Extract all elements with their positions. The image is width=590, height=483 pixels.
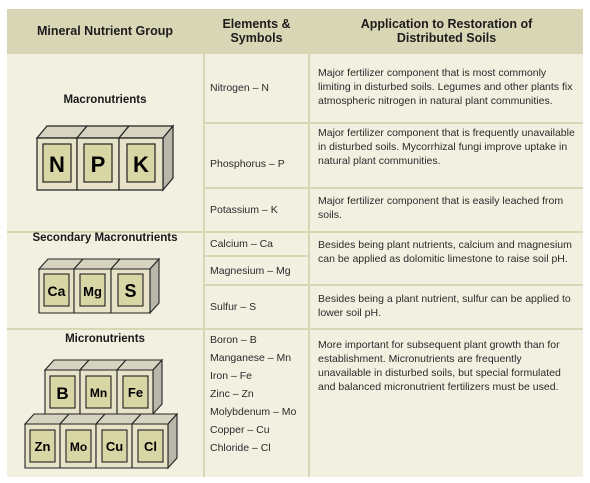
element-nitrogen-text: Nitrogen – N: [210, 82, 269, 94]
block-zn-label: Zn: [34, 439, 51, 454]
element-magnesium-text: Magnesium – Mg: [210, 264, 291, 277]
npk-blocks: [33, 122, 183, 194]
application-micro: [310, 330, 583, 477]
application-calmag: [310, 233, 583, 284]
application-potassium-text: Major fertilizer component that is easily leached from soils.: [318, 195, 564, 221]
element-calcium: [205, 233, 308, 255]
application-nitrogen: [310, 54, 583, 122]
application-phosphorus: [310, 124, 583, 187]
block-n-label: N: [49, 152, 65, 177]
element-micro-list: [205, 330, 308, 477]
element-chloride: Chloride – Cl: [210, 442, 271, 454]
block-s-label: S: [124, 281, 137, 301]
element-calcium-text: Calcium – Ca: [210, 238, 274, 250]
element-sulfur: [205, 286, 308, 328]
element-iron: Iron – Fe: [210, 370, 253, 382]
block-s: [111, 259, 159, 313]
camgs-blocks: [35, 255, 175, 317]
nutrient-table: [7, 9, 583, 477]
element-zinc: Zinc – Zn: [210, 388, 254, 400]
element-molybdenum: Molybdenum – Mo: [210, 406, 297, 418]
block-fe-label: Fe: [127, 385, 144, 400]
group-title-micronutrients: Micronutrients: [65, 333, 145, 345]
application-sulfur: [310, 286, 583, 328]
block-fe: [117, 360, 162, 414]
block-k-label: K: [133, 152, 149, 177]
application-calmag-text: Besides being plant nutrients, calcium and magnesium can be applied as dolomitic limestone to raise soil pH.: [318, 239, 572, 265]
application-nitrogen-text: Major fertilizer component that is most commonly limiting in disturbed soils. Legumes and other plants fix atmospheric nitrogen in natural plant communities.: [318, 67, 573, 107]
header-elements: Elements & Symbols: [205, 9, 308, 52]
application-phosphorus-text: Major fertilizer component that is frequently unavailable in disturbed soils. Mycorrhizal fungi improve uptake in natural plant communities.: [318, 127, 575, 167]
element-copper: Copper – Cu: [210, 424, 270, 436]
block-ca-label: Ca: [47, 283, 66, 299]
element-potassium-text: Potassium – K: [210, 204, 278, 216]
block-cl-label: Cl: [144, 439, 157, 454]
header-application: Application to Restoration of Distributed Soils: [310, 9, 583, 52]
block-p-label: P: [90, 152, 106, 177]
application-micro-text: More important for subsequent plant growth than for establishment. Micronutrients are frequently unavailable in disturbed soils, but special formulated and balanced micronutrient fertilizers must be used.: [318, 339, 561, 393]
block-mg-label: Mg: [83, 284, 102, 299]
block-b-label: B: [56, 384, 69, 403]
block-mn-label: Mn: [89, 386, 108, 400]
block-mo-label: Mo: [69, 440, 88, 454]
element-phosphorus: [205, 124, 308, 187]
header-group: Mineral Nutrient Group: [7, 9, 203, 52]
element-nitrogen: [205, 54, 308, 122]
block-cl: [132, 414, 177, 468]
group-title-secondary: Secondary Macronutrients: [32, 232, 178, 244]
element-magnesium: [205, 257, 308, 284]
element-sulfur-text: Sulfur – S: [210, 301, 257, 313]
application-sulfur-text: Besides being a plant nutrient, sulfur can be applied to lower soil pH.: [318, 293, 571, 319]
application-potassium: [310, 189, 583, 231]
element-manganese: Manganese – Mn: [210, 352, 292, 364]
block-cu-label: Cu: [105, 439, 124, 454]
element-boron: Boron – B: [210, 334, 257, 346]
micro-blocks: [19, 354, 199, 472]
element-potassium: [205, 189, 308, 231]
element-phosphorus-text: Phosphorus – P: [210, 157, 285, 170]
group-title-macronutrients: Macronutrients: [63, 94, 147, 106]
block-k: [119, 126, 173, 190]
